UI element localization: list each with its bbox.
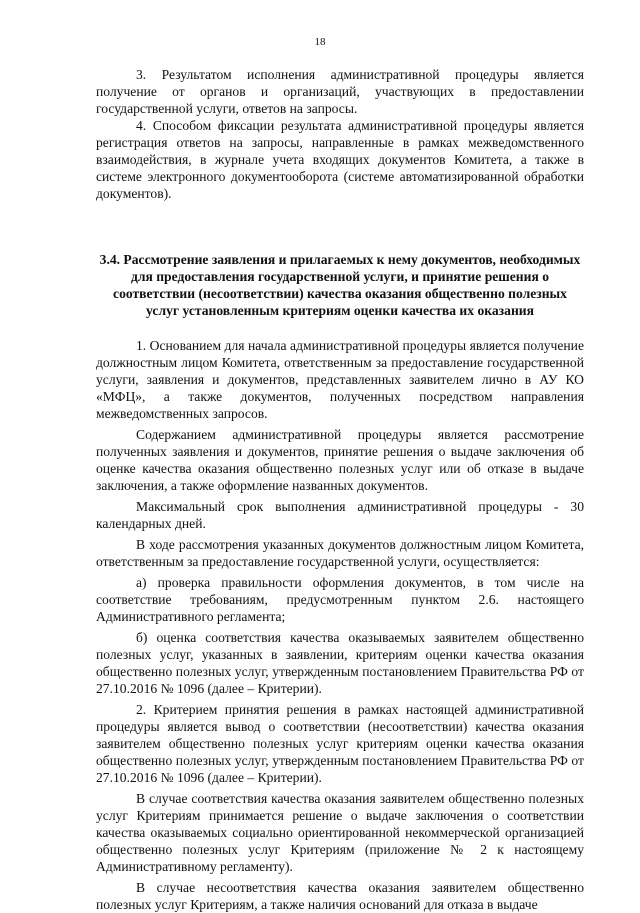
paragraph: Содержанием административной процедуры является рассмотрение полученных заявления и документов, принятие решения о выдаче заключения об оценке качества оказания общественно полезных услуг или об отказе в выдаче заключения, а также оформление названных документов. [96,427,584,493]
paragraph: В случае соответствия качества оказания заявителем общественно полезных услуг Критериям принимается решение о выдаче заключения о соответствии качества оказываемых социально ориентированной некоммерческой организацией общественно полезных услуг Критериям (приложение № 2 к настоящему Административному регламенту). [96,791,584,874]
paragraph: Максимальный срок выполнения административной процедуры - 30 календарных дней. [96,499,584,531]
paragraph: В случае несоответствия качества оказания заявителем общественно полезных услуг Критериям, а также наличия оснований для отказа в выдаче [96,880,584,912]
list-item: а) проверка правильности оформления документов, в том числе на соответствие требованиям, предусмотренным пунктом 2.6. настоящего Административного регламента; [96,575,584,624]
page-number: 18 [314,36,326,48]
paragraph: 1. Основанием для начала административной процедуры является получение должностным лицом Комитета, ответственным за предоставление государственной услуги, заявления и документов, представленных заявителем лично в АУ КО «МФЦ», а также документов, полученных посредством направления межведомственных запросов. [96,338,584,421]
paragraph: В ходе рассмотрения указанных документов должностным лицом Комитета, ответственным за предоставление государственной услуги, осуществляется: [96,537,584,569]
section-heading: 3.4. Рассмотрение заявления и прилагаемых к нему документов, необходимых для предоставления государственной услуги, и принятие решения о соответствии (несоответствии) качества оказания общественно полезных услуг установленным критериям оценки качества их оказания [99,252,581,318]
list-item: б) оценка соответствия качества оказываемых заявителем общественно полезных услуг, указанных в заявлении, критериям оценки качества оказания общественно полезных услуг, утвержденным постановлением Правительства РФ от 27.10.2016 № 1096 (далее – Критерии). [96,630,584,696]
paragraph: 4. Способом фиксации результата административной процедуры является регистрация ответов на запросы, направленные в рамках межведомственного взаимодействия, в журнале учета входящих документов Комитета, а также в системе электронного документооборота (системе автоматизированной обработки документов). [96,118,584,201]
page-content [96,66,584,913]
paragraph: 2. Критерием принятия решения в рамках настоящей административной процедуры является вывод о соответствии (несоответствии) качества оказания заявителем общественно полезных услуг критериям оценки качества оказания общественно полезных услуг, утвержденным постановлением Правительства РФ от 27.10.2016 № 1096 (далее – Критерии). [96,702,584,785]
paragraph: 3. Результатом исполнения административной процедуры является получение от органов и организаций, участвующих в предоставлении государственной услуги, ответов на запросы. [96,67,584,116]
